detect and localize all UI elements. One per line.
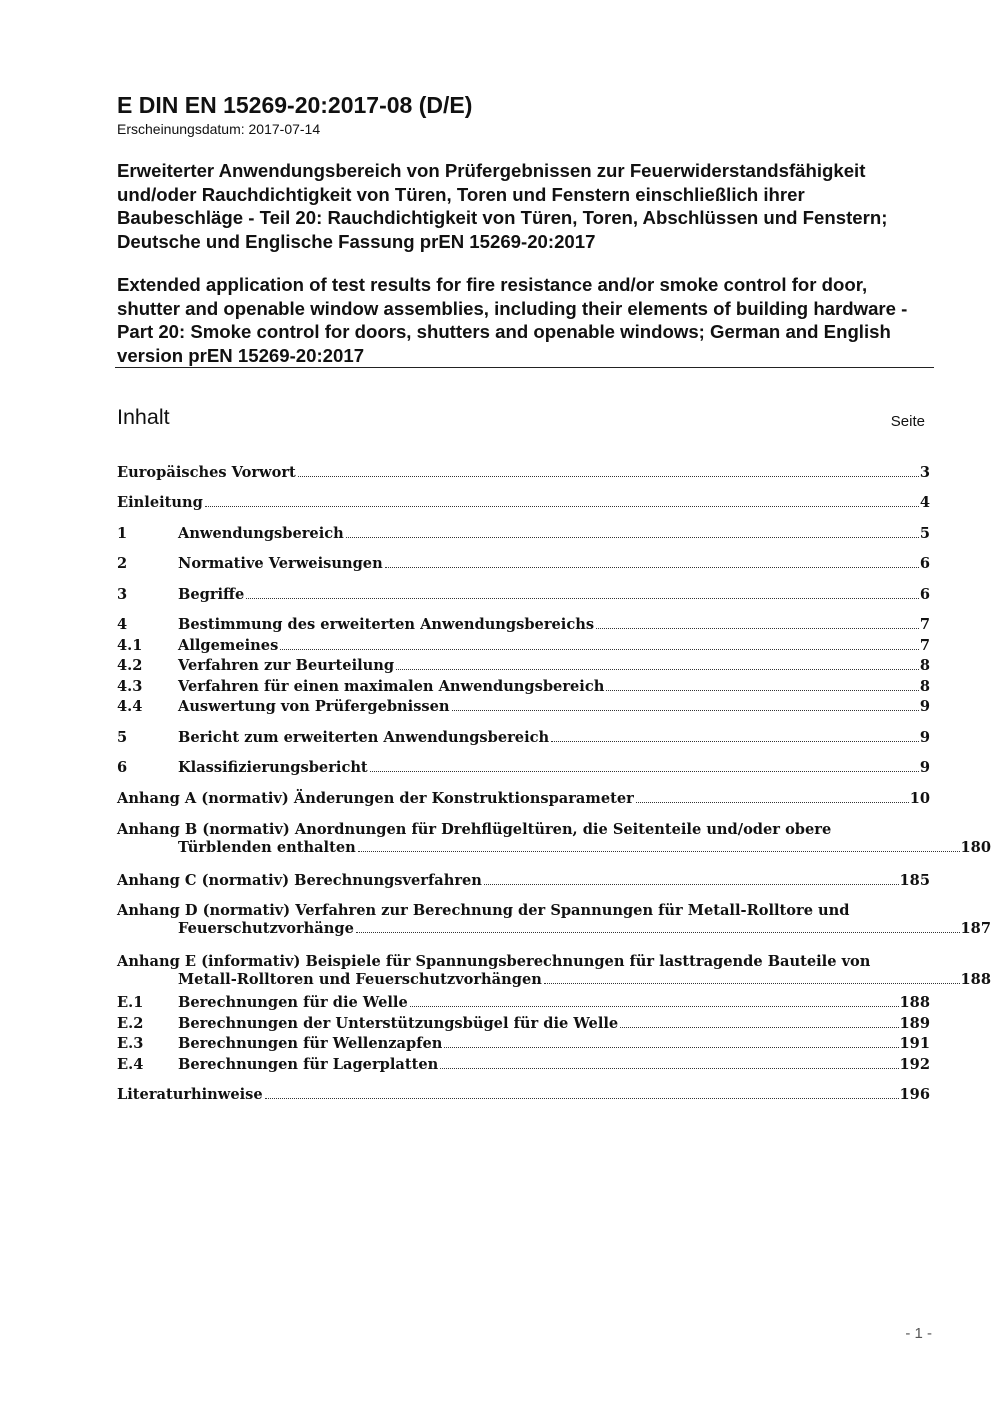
toc-entry[interactable]: [117, 1015, 930, 1033]
toc-entry[interactable]: [117, 586, 930, 604]
toc-leader: [620, 1027, 898, 1028]
toc-entry-title: Anwendungsbereich: [178, 525, 344, 542]
toc-entry-number: 5: [117, 729, 128, 746]
toc-entry-title: Berechnungen für die Welle: [178, 994, 408, 1011]
toc-entry-number: E.4: [117, 1056, 144, 1073]
toc-entry-page: 7: [919, 616, 930, 633]
toc-entry-title: Verfahren für einen maximalen Anwendungsbereich: [178, 678, 605, 695]
toc-entry-number: 4.1: [117, 637, 143, 654]
toc-entry-page: 10: [909, 790, 930, 807]
toc-entry-title: Begriffe: [178, 586, 245, 603]
toc-leader: [280, 649, 919, 650]
toc-entry[interactable]: [117, 1056, 930, 1074]
toc-entry[interactable]: [117, 657, 930, 675]
toc-entry[interactable]: [117, 902, 991, 938]
toc-entry-page: 3: [919, 464, 930, 481]
toc-entry-number: 4: [117, 616, 128, 633]
toc-entry[interactable]: [117, 1086, 930, 1104]
toc-entry-number: 3: [117, 586, 128, 603]
toc-entry-page: 180: [960, 839, 991, 856]
title-divider: [115, 367, 934, 368]
toc-entry[interactable]: [117, 678, 930, 696]
toc-leader: [452, 710, 919, 711]
toc-leader: [346, 537, 919, 538]
toc-entry-page: 5: [919, 525, 930, 542]
toc-entry-title: Anhang A (normativ) Änderungen der Konstruktionsparameter: [117, 790, 634, 807]
toc-entry-page: 7: [919, 637, 930, 654]
toc-entry-title-continued: Feuerschutzvorhänge: [178, 920, 354, 937]
toc-entry-page: 6: [919, 586, 930, 603]
page-column-label: Seite: [890, 413, 925, 430]
toc-entry-title: Anhang E (informativ) Beispiele für Spannungsberechnungen für lasttragende Bauteile von: [117, 953, 871, 970]
toc-leader: [385, 567, 919, 568]
toc-entry-number: 6: [117, 759, 128, 776]
toc-entry-page: 188: [960, 971, 991, 988]
toc-entry-page: 196: [899, 1086, 930, 1103]
toc-entry-page: 4: [919, 494, 930, 511]
toc-entry-title: Anhang C (normativ) Berechnungsverfahren: [117, 872, 482, 889]
toc-entry-page: 9: [919, 698, 930, 715]
toc-entry-title: Berechnungen für Lagerplatten: [178, 1056, 439, 1073]
toc-entry-title: Klassifizierungsbericht: [178, 759, 368, 776]
toc-leader: [444, 1047, 898, 1048]
toc-entry-page: 189: [899, 1015, 930, 1032]
toc-entry-title: Literaturhinweise: [117, 1086, 263, 1103]
toc-entry[interactable]: [117, 953, 991, 989]
toc-leader: [205, 506, 919, 507]
toc-entry-page: 8: [919, 678, 930, 695]
toc-entry[interactable]: [117, 729, 930, 747]
toc-entry-number: 4.2: [117, 657, 143, 674]
toc-leader: [358, 851, 960, 852]
toc-entry-title: Anhang B (normativ) Anordnungen für Drehflügeltüren, die Seitenteile und/oder obere: [117, 821, 832, 838]
toc-leader: [544, 983, 960, 984]
toc-entry[interactable]: [117, 759, 930, 777]
toc-leader: [370, 771, 919, 772]
toc-entry-title: Einleitung: [117, 494, 203, 511]
title-english: Extended application of test results for fire resistance and/or smoke control for door, shutter and openable window assemblies, including their elements of building hardware - Part 20: Smoke control for doors, shutters and openable windows; German and English version prEN 15269-20:2017: [117, 274, 908, 366]
toc-entry-title: Berechnungen der Unterstützungsbügel für die Welle: [178, 1015, 619, 1032]
toc-entry-page: 192: [899, 1056, 930, 1073]
toc-entry-page: 9: [919, 759, 930, 776]
toc-entry-page: 9: [919, 729, 930, 746]
toc-leader: [551, 741, 919, 742]
toc-entry-title: Verfahren zur Beurteilung: [178, 657, 395, 674]
toc-entry-title: Bericht zum erweiterten Anwendungsbereich: [178, 729, 550, 746]
toc-entry-title: Auswertung von Prüfergebnissen: [178, 698, 450, 715]
toc-entry-number: E.2: [117, 1015, 144, 1032]
toc-leader: [596, 628, 919, 629]
toc-leader: [606, 690, 919, 691]
toc-entry-page: 191: [899, 1035, 930, 1052]
toc-leader: [440, 1068, 898, 1069]
toc-entry[interactable]: [117, 464, 930, 482]
page-number: - 1 -: [905, 1325, 932, 1342]
contents-heading: Inhalt: [117, 405, 170, 429]
toc-entry-title: Anhang D (normativ) Verfahren zur Berechnung der Spannungen für Metall-Rolltore und: [117, 902, 850, 919]
toc-entry-number: E.1: [117, 994, 144, 1011]
toc-entry[interactable]: [117, 637, 930, 655]
toc-entry-page: 185: [899, 872, 930, 889]
toc-leader: [298, 476, 919, 477]
toc-entry-number: 4.3: [117, 678, 143, 695]
toc-entry-title: Europäisches Vorwort: [117, 464, 296, 481]
toc-entry[interactable]: [117, 1035, 930, 1053]
toc-entry-title-continued: Metall-Rolltoren und Feuerschutzvorhängen: [178, 971, 542, 988]
toc-entry[interactable]: [117, 555, 930, 573]
toc-leader: [246, 598, 919, 599]
toc-entry[interactable]: [117, 616, 930, 634]
toc-entry-page: 6: [919, 555, 930, 572]
toc-leader: [356, 932, 960, 933]
toc-leader: [410, 1006, 899, 1007]
toc-entry-title: Berechnungen für Wellenzapfen: [178, 1035, 443, 1052]
toc-entry-page: 187: [960, 920, 991, 937]
toc-leader: [265, 1098, 899, 1099]
toc-leader: [636, 802, 909, 803]
toc-entry[interactable]: [117, 698, 930, 716]
toc-leader: [396, 669, 919, 670]
toc-entry-title-continued: Türblenden enthalten: [178, 839, 356, 856]
toc-entry-title: Allgemeines: [178, 637, 279, 654]
toc-entry[interactable]: [117, 821, 991, 857]
title-german: Erweiterter Anwendungsbereich von Prüfergebnissen zur Feuerwiderstandsfähigkeit und/oder Rauchdichtigkeit von Türen, Toren und Fenstern einschließlich ihrer Baubeschläge - Teil 20: Rauchdichtigkeit von Türen, Toren, Abschlüssen und Fenstern; Deutsche und Englische Fassung prEN 15269-20:2017: [117, 160, 888, 252]
publication-date: Erscheinungsdatum: 2017-07-14: [117, 121, 321, 137]
toc-entry-number: E.3: [117, 1035, 144, 1052]
toc-entry-number: 1: [117, 525, 128, 542]
toc-entry-title: Bestimmung des erweiterten Anwendungsbereichs: [178, 616, 595, 633]
toc-entry[interactable]: [117, 994, 930, 1012]
document-id: E DIN EN 15269-20:2017-08 (D/E): [117, 92, 473, 118]
toc-entry[interactable]: [117, 790, 930, 808]
toc-leader: [484, 884, 899, 885]
toc-entry[interactable]: [117, 525, 930, 543]
toc-entry-number: 2: [117, 555, 128, 572]
toc-entry-page: 188: [899, 994, 930, 1011]
toc-entry-title: Normative Verweisungen: [178, 555, 383, 572]
toc-entry[interactable]: [117, 872, 930, 890]
toc-entry-page: 8: [919, 657, 930, 674]
toc-entry[interactable]: [117, 494, 930, 512]
toc-entry-number: 4.4: [117, 698, 143, 715]
